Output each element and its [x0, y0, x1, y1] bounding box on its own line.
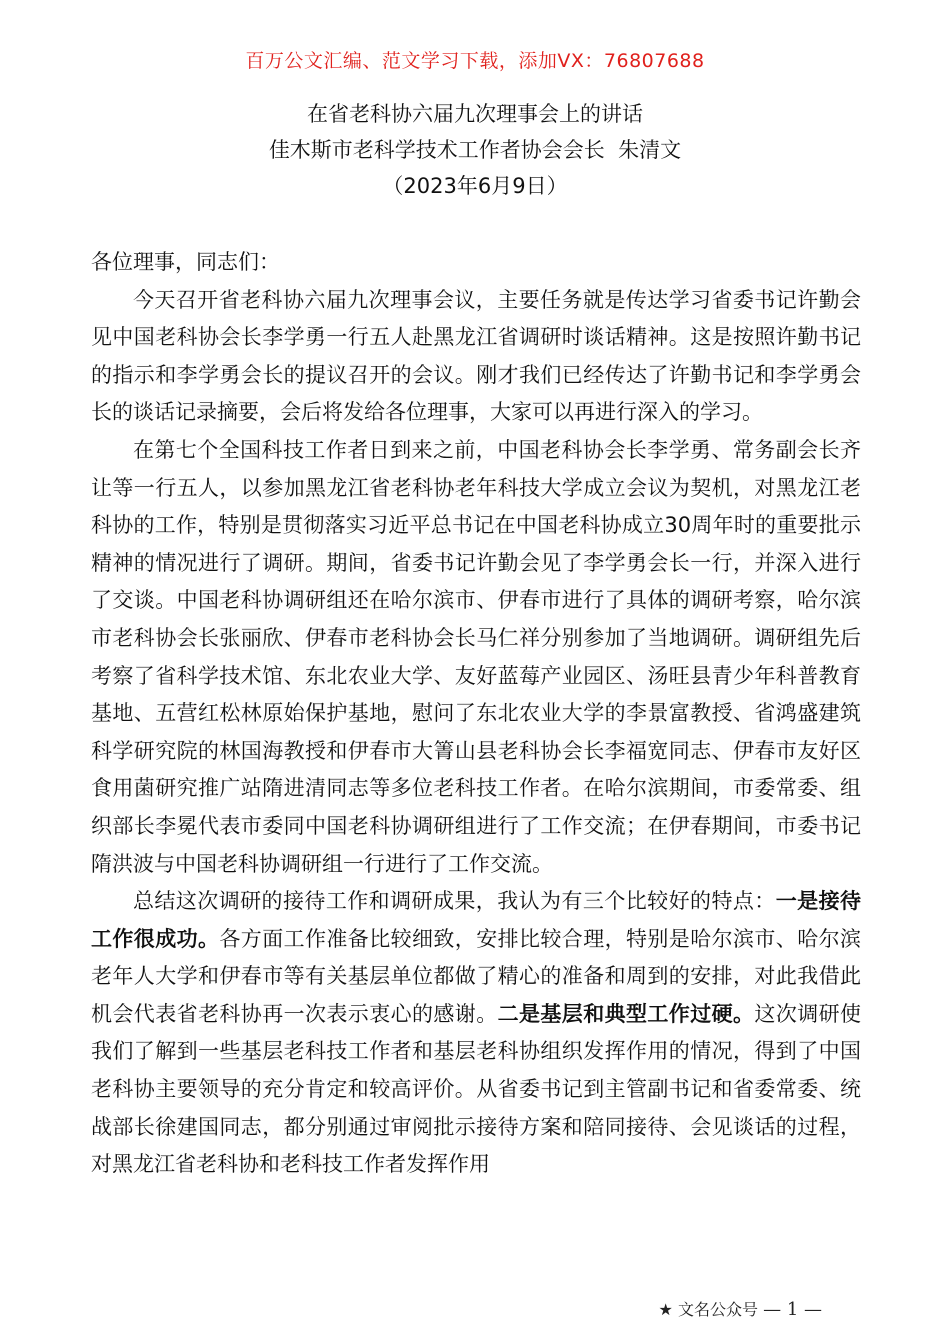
paragraph-3-intro: 总结这次调研的接待工作和调研成果，我认为有三个比较好的特点： — [133, 889, 776, 914]
footer-account: 文名公众号 — [677, 1300, 758, 1319]
page-number: — 1 — — [763, 1299, 822, 1320]
speech-body — [91, 244, 861, 1184]
speaker-line: 佳木斯市老科学技术工作者协会会长 朱清文 — [268, 138, 682, 162]
point-one-heading: 一是接待工作很成功。 — [91, 889, 862, 951]
point-one-text: 各方面工作准备比较细致，安排比较合理，特别是哈尔滨市、哈尔滨老年人大学和伊春市等有关基层单位都做了精心的准备和周到的安排，对此我借此机会代表省老科协再一次表示衷心的感谢。 — [91, 926, 862, 1026]
paragraph-2: 在第七个全国科技工作者日到来之前，中国老科协会长李学勇、常务副会长齐让等一行五人，以参加黑龙江省老科协老年科技大学成立会议为契机，对黑龙江老科协的工作，特别是贯彻落实习近平总书记在中国老科协成立30周年时的重要批示精神的情况进行了调研。期间，省委书记许勤会见了李学勇会长一行，并深入进行了交谈。中国老科协调研组还在哈尔滨市、伊春市进行了具体的调研考察，哈尔滨市老科协会长张丽欣、伊春市老科协会长马仁祥分别参加了当地调研。调研组先后考察了省科学技术馆、东北农业大学、友好蓝莓产业园区、汤旺县青少年科普教育基地、五营红松林原始保护基地，慰问了东北农业大学的李景富教授、省鸿盛建筑科学研究院的林国海教授和伊春市大箐山县老科协会长李福宽同志、伊春市友好区食用菌研究推广站隋进清同志等多位老科技工作者。在哈尔滨期间，市委常委、组织部长李冕代表市委同中国老科协调研组进行了工作交流；在伊春期间，市委书记隋洪波与中国老科协调研组一行进行了工作交流。 — [91, 437, 861, 876]
title-block — [0, 96, 950, 204]
star-icon: ★ — [658, 1300, 673, 1319]
page-footer — [659, 1297, 822, 1320]
salutation: 各位理事，同志们： — [91, 250, 280, 274]
point-two-text: 这次调研使我们了解到一些基层老科技工作者和基层老科协组织发挥作用的情况，得到了中国老科协主要领导的充分肯定和较高评价。从省委书记到主管副书记和省委常委、统战部长徐建国同志，都分别通过审阅批示接待方案和陪同接待、会见谈话的过程，对黑龙江省老科协和老科技工作者发挥作用 — [91, 1001, 862, 1177]
point-two-heading: 二是基层和典型工作过硬。 — [497, 1001, 755, 1026]
date-line: （2023年6月9日） — [382, 174, 568, 198]
paragraph-1: 今天召开省老科协六届九次理事会议，主要任务就是传达学习省委书记许勤会见中国老科协会长李学勇一行五人赴黑龙江省调研时谈话精神。这是按照许勤书记的指示和李学勇会长的提议召开的会议。刚才我们已经传达了许勤书记和李学勇会长的谈话记录摘要，会后将发给各位理事，大家可以再进行深入的学习。 — [91, 287, 861, 425]
promo-banner: 百万公文汇编、范文学习下载，添加VX：76807688 — [245, 50, 705, 72]
paragraph-3 — [91, 883, 861, 1184]
document-title: 在省老科协六届九次理事会上的讲话 — [307, 102, 643, 126]
